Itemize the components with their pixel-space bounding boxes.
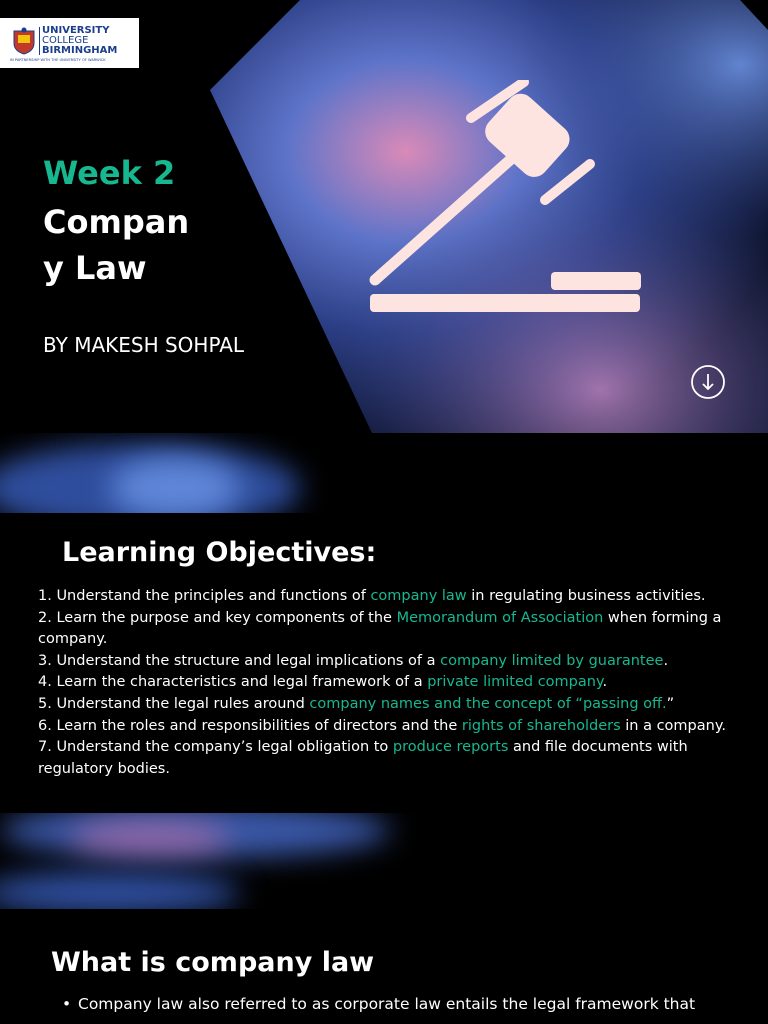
week-label: Week 2 [43,154,176,192]
university-logo [0,18,139,68]
logo-tagline: IN PARTNERSHIP WITH THE UNIVERSITY OF WARWICK [10,58,106,62]
logo-line-1: UNIVERSITY [42,25,110,36]
objective-text: 5. Understand the legal rules around [38,695,310,712]
objective-text: 3. Understand the structure and legal implications of a [38,652,441,669]
logo-line-3: BIRMINGHAM [42,45,118,56]
arrow-down-circle-icon[interactable] [690,364,726,400]
objective-text: in regulating business activities. [466,588,706,604]
decorative-strip [0,813,768,909]
objective-text: ” [666,695,675,712]
objective-text: in a company. [620,717,726,734]
objective-text: when forming a company. [38,609,722,648]
objective-item [38,586,750,608]
author-name: BY MAKESH SOHPAL [43,333,245,357]
what-is-company-law-slide [0,909,768,1024]
objective-item [38,672,750,694]
learning-objectives-title: Learning Objectives: [62,537,377,568]
title-slide [0,0,768,433]
gradient-blob [110,458,240,513]
objective-text: and file documents with regulatory bodies. [38,739,688,777]
objective-text: 2. Learn the purpose and key components of the [38,609,397,626]
crest-icon [12,27,36,55]
bullet-dot: • [62,995,72,1013]
decorative-strip [0,433,768,513]
objective-text: . [663,652,669,669]
objectives-list [38,586,750,780]
objective-highlight: produce reports [392,739,509,756]
objective-text: . [602,674,608,691]
objective-item [38,716,750,738]
objective-item [38,694,750,716]
learning-objectives-slide [0,513,768,813]
objective-item [38,651,750,673]
objective-item [38,737,750,780]
section-title: What is company law [51,947,375,978]
gradient-blob [70,821,230,856]
bullet-item [62,993,752,1015]
slide-title-line-1: Compan [43,203,190,241]
objective-highlight: rights of shareholders [461,717,621,734]
objective-text: 7. Understand the company’s legal obligation to [38,739,393,756]
slide-title-line-2: y Law [43,249,147,287]
objective-text: 1. Understand the principles and functions of [38,588,371,604]
slide-title [43,199,213,291]
objective-highlight: company names and the concept of “passing off. [309,695,667,712]
gavel-icon [365,80,650,320]
objective-highlight: company limited by guarantee [440,652,664,669]
gradient-blob [0,871,240,909]
logo-line-2: COLLEGE [42,35,89,46]
objective-highlight: Memorandum of Association [396,609,604,626]
objective-highlight: company law [370,588,467,604]
objective-highlight: private limited company [427,674,603,691]
objective-text: 6. Learn the roles and responsibilities of directors and the [38,717,462,734]
objective-text: 4. Learn the characteristics and legal framework of a [38,674,428,691]
bullet-text: Company law also referred to as corporate law entails the legal framework that [78,995,696,1013]
logo-divider [39,27,40,55]
objective-item [38,608,750,651]
